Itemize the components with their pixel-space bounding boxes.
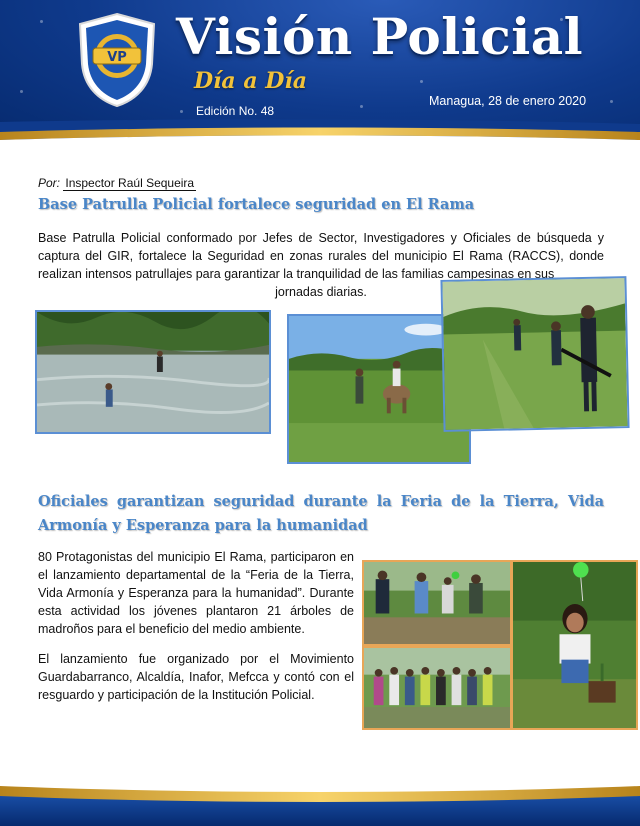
article1-headline: Base Patrulla Policial fortalece seguridad en El Rama bbox=[38, 196, 475, 213]
masthead-title: Visión Policial bbox=[176, 7, 584, 66]
article2-headline bbox=[38, 490, 604, 538]
photo-fair-group bbox=[362, 646, 512, 730]
photo-officers-patrol bbox=[440, 276, 629, 432]
photo-girl-planting-tree bbox=[511, 560, 638, 730]
article2-paragraph1: 80 Protagonistas del municipio El Rama, participaron en el lanzamiento departamental de la “Feria de la Tierra, Vida Armonía y Esperanza para la humanidad”. Durante esta actividad los jóvenes plantaron 21 árboles de madroños para el beneficio del medio ambiente. bbox=[38, 550, 354, 636]
article1-body-text: Base Patrulla Policial conformado por Jefes de Sector, Investigadores y Oficiales de búsqueda y captura del GIR, fortalece la Seguridad en zonas rurales del municipio El Rama (RACCS), donde realizan intensos patrullajes para garantizar la tranquilidad de las familias campesinas en sus bbox=[38, 231, 604, 281]
photo-river-crossing bbox=[35, 310, 271, 434]
article2-body bbox=[38, 548, 354, 716]
byline-author: Inspector Raúl Sequeira bbox=[65, 176, 195, 190]
photo-fair-officers bbox=[362, 560, 512, 646]
byline bbox=[38, 176, 196, 190]
logo-monogram: VP bbox=[107, 50, 127, 65]
masthead-gold-swoosh bbox=[0, 118, 640, 156]
article1-body-tail: jornadas diarias. bbox=[275, 285, 367, 299]
article2-headline-line1: Oficiales garantizan seguridad durante la Feria de la Tierra, Vida bbox=[38, 493, 604, 510]
article2-headline-line2: Armonía y Esperanza para la humanidad bbox=[38, 517, 368, 534]
police-shield-logo bbox=[76, 12, 158, 108]
edition-number: Edición No. 48 bbox=[196, 104, 275, 118]
byline-prefix: Por: bbox=[38, 176, 61, 190]
issue-date: Managua, 28 de enero 2020 bbox=[429, 94, 587, 108]
footer-gold-band bbox=[0, 778, 640, 826]
masthead-subtitle: Día a Día bbox=[194, 68, 307, 94]
article2-paragraph2: El lanzamiento fue organizado por el Movimiento Guardabarranco, Alcaldía, Inafor, Mefcca y contó con el resguardo y participación de la Institución Policial. bbox=[38, 652, 354, 702]
